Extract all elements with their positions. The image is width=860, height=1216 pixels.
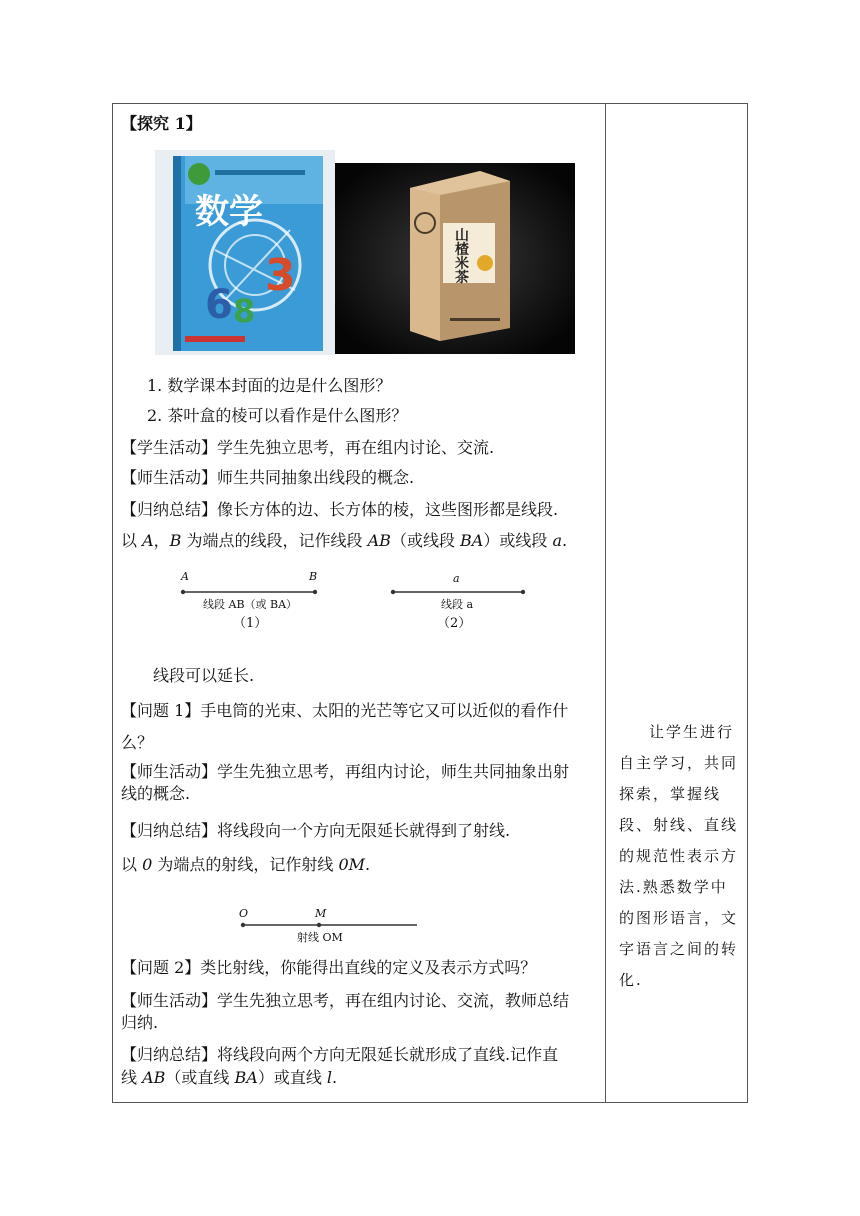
point-o-label: O — [239, 907, 249, 920]
tag: 【学生活动】 — [121, 438, 218, 457]
student-activity-1 — [121, 438, 494, 458]
side-notes — [619, 717, 741, 996]
side-note-line: 字语言之间的转 — [619, 940, 739, 958]
tag: 【归纳总结】 — [121, 500, 218, 519]
segment-a-caption: 线段 a — [441, 598, 474, 611]
teacher-activity-3 — [121, 991, 569, 1011]
question-1-para — [121, 701, 568, 721]
text: 师生共同抽象出线段的概念. — [217, 468, 415, 487]
svg-text:3: 3 — [265, 250, 296, 301]
t: 0M — [338, 855, 366, 874]
text: 学生先独立思考，再组内讨论，师生共同抽象出射 — [217, 762, 570, 781]
t: （或线段 — [390, 531, 461, 550]
segment-ab-caption: 线段 AB（或 BA） — [203, 598, 298, 611]
t: AB — [367, 531, 391, 550]
summary-1 — [121, 500, 558, 520]
text: 类比射线，你能得出直线的定义及表示方式吗？ — [200, 958, 537, 977]
section-heading: 【探究 1】 — [121, 114, 202, 133]
segment-definition — [121, 531, 567, 551]
point-a-label: A — [181, 570, 189, 583]
t: 为端点的射线，记作射线 — [152, 855, 339, 874]
column-divider — [605, 104, 606, 1102]
side-note-line: 段、射线、直线 — [619, 816, 739, 834]
t: 以 — [121, 531, 143, 550]
text: 手电筒的光束、太阳的光芒等它又可以近似的看作什 — [200, 701, 569, 720]
summary-3-cont — [121, 1068, 337, 1088]
t: BA — [234, 1068, 258, 1087]
t: 0 — [142, 855, 153, 874]
t: A — [142, 531, 154, 550]
figure-number-2: （2） — [437, 616, 472, 631]
side-note-line: 的图形语言，文 — [619, 909, 739, 927]
ray-figure — [237, 907, 427, 947]
t: AB — [142, 1068, 166, 1087]
t: . — [365, 855, 371, 874]
t: a — [552, 531, 562, 550]
text: 将线段向一个方向无限延长就得到了射线. — [217, 821, 511, 840]
question-1: 1. 数学课本封面的边是什么图形？ — [147, 376, 392, 395]
teacher-activity-1 — [121, 468, 414, 488]
side-note-line: 法.熟悉数学中 — [619, 878, 728, 896]
segment-figure-2 — [389, 570, 529, 630]
figure-number-1: （1） — [233, 616, 268, 631]
text: 学生先独立思考，再在组内讨论、交流，教师总结 — [217, 991, 570, 1010]
t: 为端点的线段，记作线段 — [181, 531, 368, 550]
t: B — [169, 531, 182, 550]
tag: 【归纳总结】 — [121, 1045, 218, 1064]
t: （或直线 — [165, 1068, 235, 1087]
tag: 【师生活动】 — [121, 762, 218, 781]
math-textbook-image — [155, 150, 335, 355]
summary-3 — [121, 1045, 558, 1065]
t: ）或线段 — [483, 531, 553, 550]
side-note-line: 自主学习，共同 — [619, 754, 739, 772]
tag: 【师生活动】 — [121, 991, 218, 1010]
side-note-line: 的规范性表示方 — [619, 847, 739, 865]
ray-definition — [121, 855, 370, 875]
text: 学生先独立思考，再在组内讨论、交流. — [217, 438, 495, 457]
summary-2 — [121, 821, 510, 841]
tag: 【师生活动】 — [121, 468, 218, 487]
segment-extend: 线段可以延长. — [153, 666, 255, 685]
t: ）或直线 — [257, 1068, 327, 1087]
ray-caption: 射线 OM — [297, 931, 343, 944]
teacher-activity-2-cont: 线的概念. — [121, 784, 191, 803]
side-note-line: 化. — [619, 971, 643, 989]
tag: 【问题 2】 — [121, 958, 201, 977]
book-title: 数学 — [195, 192, 263, 232]
segment-figure-1 — [177, 570, 347, 630]
tea-box-image — [335, 163, 575, 354]
svg-text:8: 8 — [233, 292, 256, 330]
question-2-para — [121, 958, 536, 978]
t: BA — [460, 531, 484, 550]
point-b-label: B — [309, 570, 318, 583]
t: 线 — [121, 1068, 143, 1087]
lesson-table — [112, 103, 748, 1103]
question-2: 2. 茶叶盒的棱可以看作是什么图形？ — [147, 406, 408, 425]
text: 将线段向两个方向无限延长就形成了直线.记作直 — [217, 1045, 559, 1064]
box-title: 山楂米茶 — [455, 228, 469, 286]
t: . — [332, 1068, 338, 1087]
segment-a-label: a — [453, 572, 460, 585]
point-m-label: M — [315, 907, 327, 920]
svg-text:6: 6 — [205, 282, 233, 328]
text: 像长方体的边、长方体的棱，这些图形都是线段. — [217, 500, 559, 519]
t: ， — [153, 531, 170, 550]
side-note-line: 让学生进行 — [649, 723, 735, 741]
teacher-activity-3-cont: 归纳. — [121, 1013, 159, 1032]
question-1-cont: 么？ — [121, 733, 154, 752]
side-note-line: 探索，掌握线 — [619, 785, 722, 803]
teacher-activity-2 — [121, 762, 569, 782]
t: l — [326, 1068, 333, 1087]
tag: 【归纳总结】 — [121, 821, 218, 840]
t: . — [561, 531, 568, 550]
tag: 【问题 1】 — [121, 701, 201, 720]
t: 以 — [121, 855, 143, 874]
